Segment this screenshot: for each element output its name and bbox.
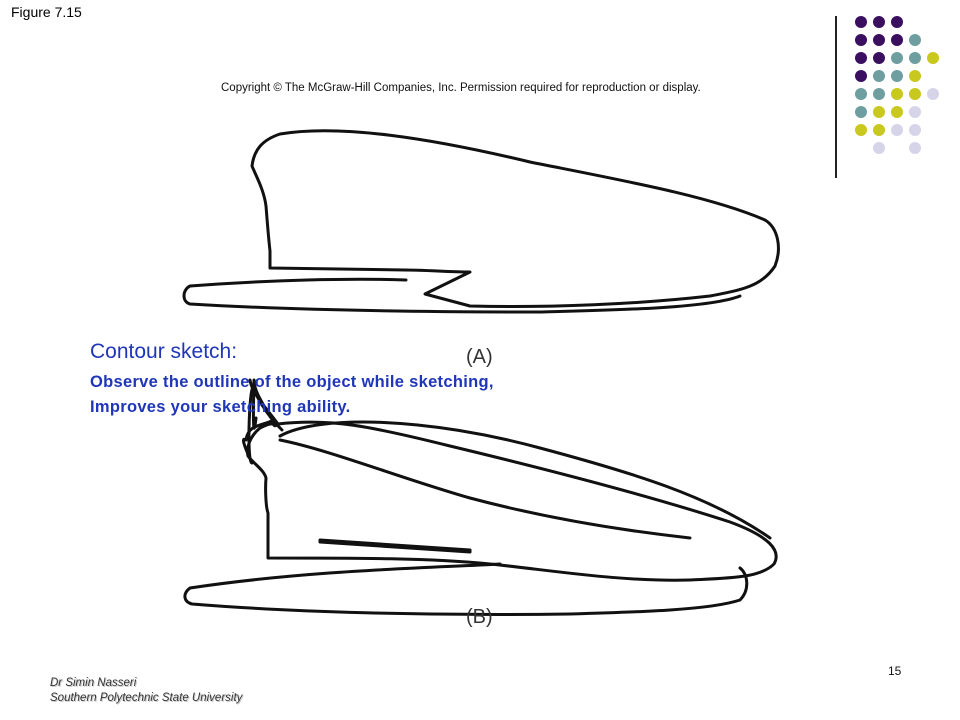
slide-title: Contour sketch:: [90, 340, 238, 363]
author-affiliation: Southern Polytechnic State University: [50, 692, 243, 704]
decorative-dot: [873, 106, 885, 118]
copyright-notice: Copyright © The McGraw-Hill Companies, Inc. Permission required for reproduction or display.: [221, 82, 701, 94]
decorative-dot: [873, 16, 885, 28]
decorative-dot: [927, 52, 939, 64]
body-line-2: Improves your sketching ability.: [90, 398, 351, 416]
decorative-dot: [855, 52, 867, 64]
author-footer: [50, 676, 242, 706]
figure-label: Figure 7.15: [11, 4, 82, 20]
decorative-dot: [909, 52, 921, 64]
decorative-dot: [855, 88, 867, 100]
decorative-dot: [909, 106, 921, 118]
vertical-divider: [835, 16, 837, 178]
decorative-dot: [855, 70, 867, 82]
sketch-a-label: (A): [466, 346, 493, 368]
decorative-dot: [909, 142, 921, 154]
decorative-dot: [909, 34, 921, 46]
decorative-dot: [891, 106, 903, 118]
decorative-dot: [855, 124, 867, 136]
decorative-dot: [891, 34, 903, 46]
sketch-a-base: [184, 279, 740, 312]
slide-body: [90, 370, 494, 420]
decorative-dot: [873, 34, 885, 46]
decorative-dot: [909, 124, 921, 136]
decorative-dot: [873, 52, 885, 64]
decorative-dot: [873, 88, 885, 100]
sketch-b-top-curve: [280, 422, 770, 538]
decorative-dot: [855, 16, 867, 28]
sketch-b-staple-channel: [320, 540, 470, 552]
decorative-dot: [891, 16, 903, 28]
author-name: Dr Simin Nasseri: [50, 677, 137, 689]
sketch-b-shell: [248, 422, 777, 580]
decorative-dot: [891, 88, 903, 100]
decorative-dot: [873, 142, 885, 154]
decorative-dot: [891, 70, 903, 82]
page-number: 15: [888, 664, 902, 678]
decorative-dot: [873, 70, 885, 82]
sketch-b-label: (B): [466, 606, 493, 628]
body-line-1: Observe the outline of the object while sketching,: [90, 373, 494, 391]
decorative-dot: [891, 124, 903, 136]
decorative-dot-grid: [845, 10, 955, 160]
decorative-dot: [891, 52, 903, 64]
decorative-dot: [855, 106, 867, 118]
decorative-dot: [909, 70, 921, 82]
stapler-sketch-a: [184, 131, 778, 312]
decorative-dot: [855, 34, 867, 46]
decorative-dot: [927, 88, 939, 100]
decorative-dot: [909, 88, 921, 100]
decorative-dot: [873, 124, 885, 136]
